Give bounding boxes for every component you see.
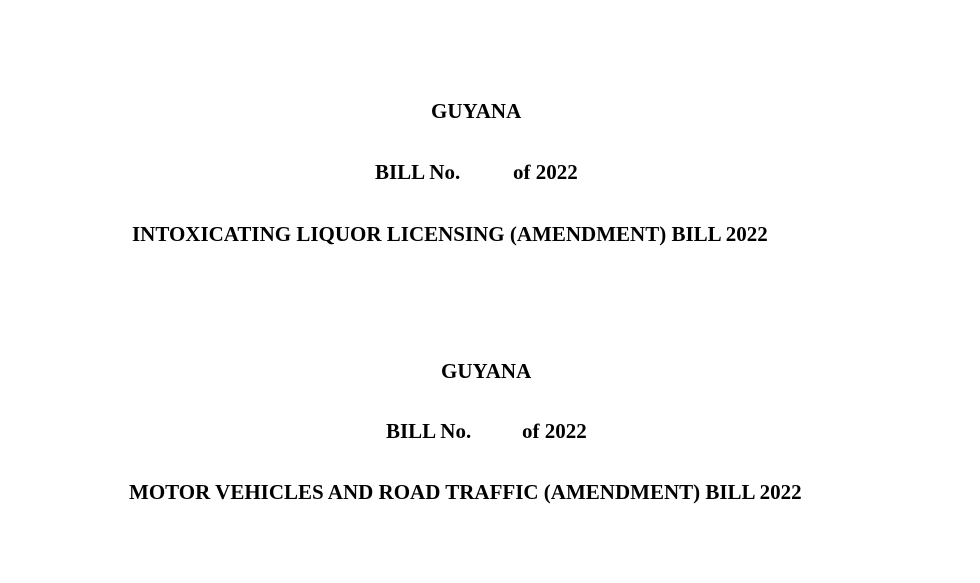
- bill-title: MOTOR VEHICLES AND ROAD TRAFFIC (AMENDMENT) BILL 2022: [129, 480, 802, 504]
- bill-year: of 2022: [513, 160, 578, 184]
- bill-number-label: BILL No.: [375, 160, 461, 184]
- bill-title: INTOXICATING LIQUOR LICENSING (AMENDMENT) BILL 2022: [132, 222, 768, 246]
- bill-year: of 2022: [522, 419, 587, 443]
- country-heading: GUYANA: [441, 359, 532, 383]
- country-heading: GUYANA: [431, 99, 522, 123]
- bill-number-label: BILL No.: [386, 419, 472, 443]
